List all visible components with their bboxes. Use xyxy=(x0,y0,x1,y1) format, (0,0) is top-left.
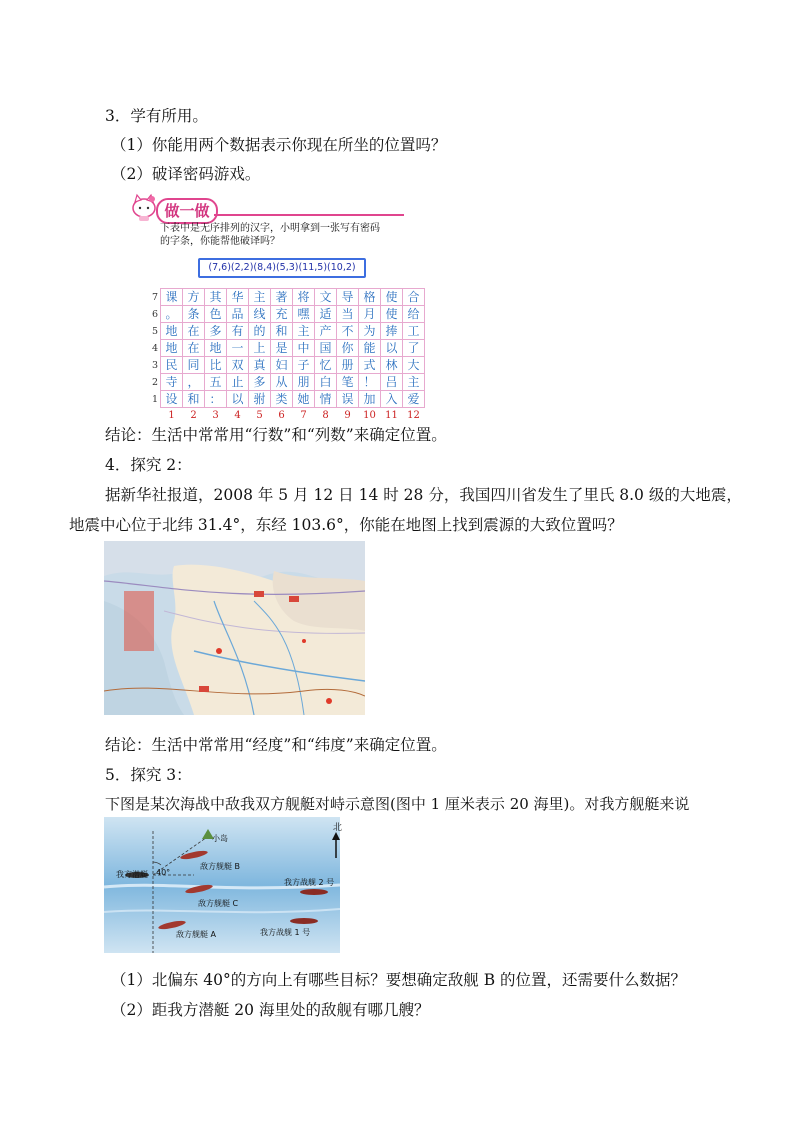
cipher-cell: 方 xyxy=(183,289,205,306)
cipher-cell: 入 xyxy=(381,391,403,408)
cipher-cell: 导 xyxy=(337,289,359,306)
section3-heading: 3．学有所用。 xyxy=(105,107,208,125)
column-number: 7 xyxy=(300,410,307,422)
cipher-cell: ！ xyxy=(359,374,381,391)
cipher-row xyxy=(150,374,425,391)
cipher-cell: 地 xyxy=(161,323,183,340)
column-number: 12 xyxy=(407,410,420,422)
cipher-row xyxy=(150,391,425,408)
kitty-icon xyxy=(130,192,158,222)
section5-paragraph: 下图是某次海战中敌我双方舰艇对峙示意图(图中 1 厘米表示 20 海里)。对我方舰艇来说 xyxy=(105,795,690,813)
cipher-cell: 适 xyxy=(315,306,337,323)
badge-underline xyxy=(214,214,404,216)
column-number-row xyxy=(150,408,425,424)
label-enemy-a: 敌方舰艇 A xyxy=(176,930,217,939)
section3-question2: （2）破译密码游戏。 xyxy=(111,165,261,183)
cipher-cell: 充 xyxy=(271,306,293,323)
cipher-cell: 和 xyxy=(183,391,205,408)
cipher-cell: 类 xyxy=(271,391,293,408)
cipher-cell: 爱 xyxy=(403,391,425,408)
cipher-cell: 设 xyxy=(161,391,183,408)
row-number: 1 xyxy=(151,393,159,405)
cipher-cell: 其 xyxy=(205,289,227,306)
conclusion-1: 结论：生活中常常用“行数”和“列数”来确定位置。 xyxy=(105,426,447,444)
cipher-cell: 月 xyxy=(359,306,381,323)
cipher-game-figure xyxy=(130,192,430,422)
label-enemy-b: 敌方舰艇 B xyxy=(200,862,241,871)
cipher-instruction-1: 下表中是无序排列的汉字，小明拿到一张写有密码 xyxy=(160,223,380,234)
cipher-cell: 主 xyxy=(249,289,271,306)
cipher-cell: 以 xyxy=(381,340,403,357)
row-number: 2 xyxy=(151,376,159,388)
column-number: 10 xyxy=(363,410,376,422)
row-number: 5 xyxy=(151,325,159,337)
cipher-cell: 将 xyxy=(293,289,315,306)
section5-heading: 5．探究 3： xyxy=(105,766,192,784)
cipher-cell: 同 xyxy=(183,357,205,374)
cipher-cell: 色 xyxy=(205,306,227,323)
cipher-cell: 从 xyxy=(271,374,293,391)
cipher-row xyxy=(150,289,425,306)
cipher-cell: 是 xyxy=(271,340,293,357)
cipher-cell: 寺 xyxy=(161,374,183,391)
cipher-cell: 一 xyxy=(227,340,249,357)
our-warship-1-icon xyxy=(290,918,318,924)
cipher-cell: 白 xyxy=(315,374,337,391)
cipher-cell: 她 xyxy=(293,391,315,408)
cipher-cell: 止 xyxy=(227,374,249,391)
cipher-cell: 条 xyxy=(183,306,205,323)
naval-standoff-figure xyxy=(104,817,343,953)
cipher-cell: 林 xyxy=(381,357,403,374)
cipher-cell: 妇 xyxy=(271,357,293,374)
cipher-cell: 大 xyxy=(403,357,425,374)
north-label: 北 xyxy=(333,823,343,833)
section5-question2: （2）距我方潜艇 20 海里处的敌舰有哪几艘？ xyxy=(111,1001,430,1019)
cipher-cell: 。 xyxy=(161,306,183,323)
cipher-cell: ： xyxy=(205,391,227,408)
cipher-cell: 有 xyxy=(227,323,249,340)
cipher-cell: ， xyxy=(183,374,205,391)
cipher-cell: 误 xyxy=(337,391,359,408)
cipher-cell: 品 xyxy=(227,306,249,323)
cipher-cell: 五 xyxy=(205,374,227,391)
label-angle: 40° xyxy=(156,868,171,877)
row-number: 7 xyxy=(151,291,159,303)
column-number: 11 xyxy=(385,410,398,422)
cipher-cell: 驸 xyxy=(249,391,271,408)
label-island: 小岛 xyxy=(212,834,228,843)
cipher-code-box: (7,6)(2,2)(8,4)(5,3)(11,5)(10,2) xyxy=(198,258,366,278)
cipher-cell: 多 xyxy=(249,374,271,391)
row-number: 3 xyxy=(151,359,159,371)
cipher-cell: 不 xyxy=(337,323,359,340)
cipher-cell: 子 xyxy=(293,357,315,374)
cipher-cell: 真 xyxy=(249,357,271,374)
cipher-cell: 格 xyxy=(359,289,381,306)
cipher-cell: 以 xyxy=(227,391,249,408)
our-warship-2-icon xyxy=(300,889,328,895)
column-number: 4 xyxy=(234,410,241,422)
cipher-cell: 当 xyxy=(337,306,359,323)
cipher-cell: 朋 xyxy=(293,374,315,391)
cipher-cell: 双 xyxy=(227,357,249,374)
cipher-instruction-2: 的字条，你能帮他破译吗？ xyxy=(160,236,280,247)
cipher-row xyxy=(150,340,425,357)
cipher-cell: 你 xyxy=(337,340,359,357)
label-warship-2: 我方战舰 2 号 xyxy=(284,878,335,887)
cipher-cell: 线 xyxy=(249,306,271,323)
cipher-cell: 使 xyxy=(381,306,403,323)
column-number: 5 xyxy=(256,410,263,422)
cipher-grid xyxy=(150,288,425,424)
cipher-cell: 多 xyxy=(205,323,227,340)
cipher-cell: 能 xyxy=(359,340,381,357)
sichuan-map-image xyxy=(104,541,365,715)
section4-paragraph-1: 据新华社报道，2008 年 5 月 12 日 14 时 28 分，我国四川省发生了里氏 8.0 级的大地震， xyxy=(105,486,742,504)
column-number: 2 xyxy=(190,410,197,422)
cipher-cell: 使 xyxy=(381,289,403,306)
cipher-cell: 课 xyxy=(161,289,183,306)
cipher-cell: 嘿 xyxy=(293,306,315,323)
cipher-cell: 情 xyxy=(315,391,337,408)
column-number: 9 xyxy=(344,410,351,422)
cipher-row xyxy=(150,306,425,323)
label-our-sub: 我方潜艇 xyxy=(116,870,148,879)
column-number: 1 xyxy=(168,410,175,422)
conclusion-2: 结论：生活中常常用“经度”和“纬度”来确定位置。 xyxy=(105,736,447,754)
cipher-row xyxy=(150,357,425,374)
cipher-cell: 在 xyxy=(183,340,205,357)
cipher-cell: 了 xyxy=(403,340,425,357)
label-warship-1: 我方战舰 1 号 xyxy=(260,928,311,937)
cipher-cell: 和 xyxy=(271,323,293,340)
row-number: 4 xyxy=(151,342,159,354)
cipher-cell: 上 xyxy=(249,340,271,357)
cipher-cell: 吕 xyxy=(381,374,403,391)
cipher-cell: 产 xyxy=(315,323,337,340)
cipher-cell: 的 xyxy=(249,323,271,340)
column-number: 8 xyxy=(322,410,329,422)
cipher-cell: 主 xyxy=(293,323,315,340)
cipher-cell: 工 xyxy=(403,323,425,340)
cipher-cell: 册 xyxy=(337,357,359,374)
row-number: 6 xyxy=(151,308,159,320)
cipher-cell: 民 xyxy=(161,357,183,374)
cipher-cell: 著 xyxy=(271,289,293,306)
do-it-badge: 做一做 xyxy=(156,198,218,224)
cipher-cell: 忆 xyxy=(315,357,337,374)
cipher-cell: 华 xyxy=(227,289,249,306)
cipher-cell: 文 xyxy=(315,289,337,306)
section3-question1: （1）你能用两个数据表示你现在所坐的位置吗？ xyxy=(111,136,447,154)
cipher-cell: 中 xyxy=(293,340,315,357)
cipher-cell: 为 xyxy=(359,323,381,340)
cipher-cell: 加 xyxy=(359,391,381,408)
cipher-cell: 捧 xyxy=(381,323,403,340)
section5-question1: （1）北偏东 40°的方向上有哪些目标？要想确定敌舰 B 的位置，还需要什么数据？ xyxy=(111,971,687,989)
section4-paragraph-2: 地震中心位于北纬 31.4°，东经 103.6°，你能在地图上找到震源的大致位置吗？ xyxy=(69,516,623,534)
cipher-cell: 合 xyxy=(403,289,425,306)
cipher-cell: 地 xyxy=(205,340,227,357)
cipher-cell: 式 xyxy=(359,357,381,374)
section4-heading: 4．探究 2： xyxy=(105,456,192,474)
cipher-cell: 地 xyxy=(161,340,183,357)
cipher-cell: 国 xyxy=(315,340,337,357)
cipher-cell: 在 xyxy=(183,323,205,340)
cipher-cell: 笔 xyxy=(337,374,359,391)
column-number: 3 xyxy=(212,410,219,422)
north-arrow-icon xyxy=(326,820,344,860)
cipher-cell: 比 xyxy=(205,357,227,374)
cipher-row xyxy=(150,323,425,340)
column-number: 6 xyxy=(278,410,285,422)
cipher-cell: 主 xyxy=(403,374,425,391)
label-enemy-c: 敌方舰艇 C xyxy=(198,899,239,908)
cipher-cell: 给 xyxy=(403,306,425,323)
